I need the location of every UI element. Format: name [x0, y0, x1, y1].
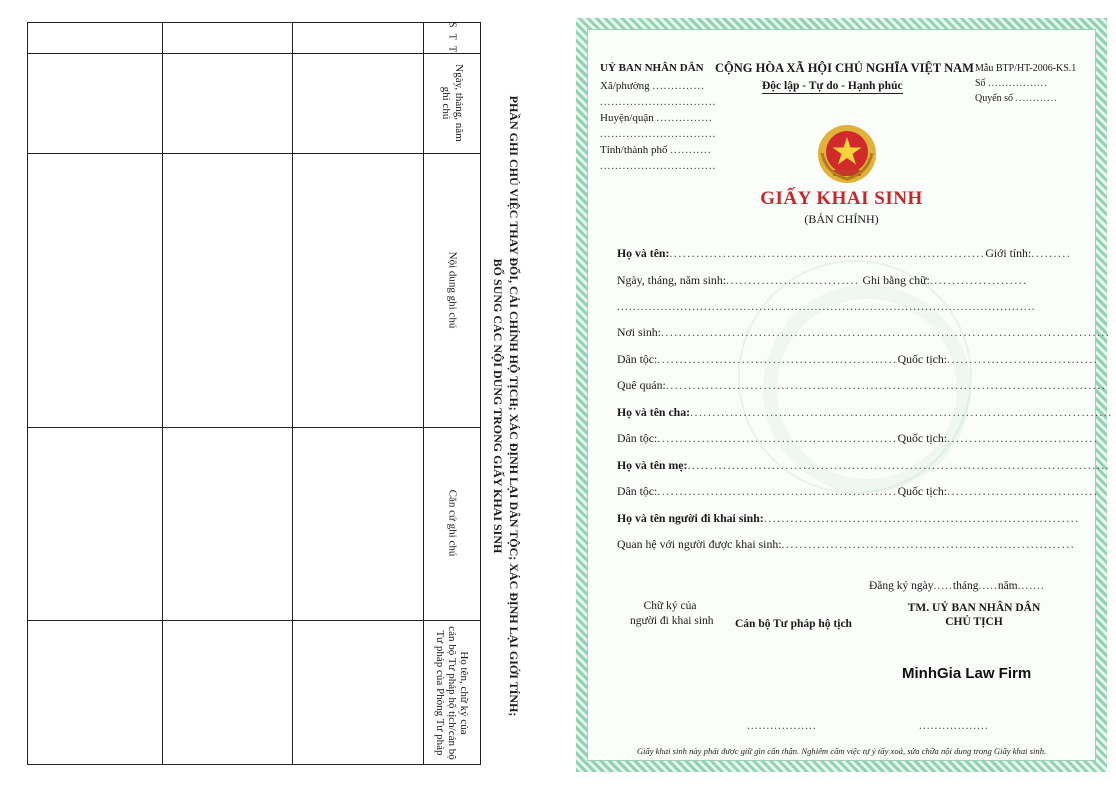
column-header-content: Nội dung ghi chú: [446, 251, 459, 329]
column-header-date: Ngày, tháng, năm ghi chú: [440, 64, 465, 142]
committee-signature-label: [894, 602, 1054, 628]
national-emblem-icon: [816, 123, 878, 185]
table-row-divider: [28, 153, 480, 154]
table-column-divider: [423, 23, 424, 764]
nation-name: CỘNG HÒA XÃ HỘI CHỦ NGHĨA VIỆT NAM: [715, 61, 974, 75]
district-label: Huyện/quận: [600, 112, 654, 124]
dotted-line: ..........................................................................................................: [617, 299, 1036, 313]
form-code: Mẫu BTP/HT-2006-KS.1: [975, 63, 1077, 74]
notes-title-line: PHẦN GHI CHÚ VIỆC THAY ĐỔI, CẢI CHÍNH HỘ TỊCH; XÁC ĐỊNH LẠI DÂN TỘC; XÁC ĐỊNH LẠI GIỚI TÍNH;: [507, 95, 521, 717]
dob-label: Ngày, tháng, năm sinh:: [617, 273, 726, 287]
dob-words-label: Ghi bằng chữ:: [862, 273, 930, 287]
notes-title-line: BỔ SUNG CÁC NỘI DUNG TRONG GIẤY KHAI SINH: [491, 258, 505, 554]
nationality-label: Quốc tịch:: [897, 484, 948, 498]
mother-name-label: Họ và tên mẹ:: [617, 458, 688, 472]
issuing-org: UỶ BAN NHÂN DÂN: [600, 62, 704, 74]
declarant-signature-line: Chữ ký của: [643, 600, 697, 612]
ward-field: Xã/phường ..............: [600, 80, 705, 92]
hometown-label: Quê quán:: [617, 378, 666, 392]
full-name-label: Họ và tên:: [617, 246, 670, 260]
province-label: Tỉnh/thành phố: [600, 144, 668, 156]
certificate-title: GIẤY KHAI SINH: [760, 188, 923, 209]
table-column-divider: [162, 23, 163, 764]
dob-row: Ngày, tháng, năm sinh:.............................. Ghi bằng chữ:......................: [617, 273, 1028, 287]
registration-year: năm: [997, 580, 1018, 592]
gender-label: Giới tính:: [985, 246, 1032, 260]
relation-label: Quan hệ với người được khai sinh:: [617, 537, 782, 551]
committee-signature-dots: ..................: [919, 720, 989, 732]
declarant-label: Họ và tên người đi khai sinh:: [617, 511, 764, 525]
ethnicity-row: Dân tộc:......................................................Quốc tịch:..................................: [617, 352, 1099, 366]
district-field: Huyện/quận ...............: [600, 112, 713, 124]
officer-signature-label: Cán bộ Tư pháp hộ tịch: [735, 618, 852, 630]
table-row-divider: [28, 53, 480, 54]
committee-signature-line: TM. UỶ BAN NHÂN DÂN: [907, 602, 1041, 614]
birthplace-label: Nơi sinh:: [617, 325, 661, 339]
ethnicity-label: Dân tộc:: [617, 484, 658, 498]
footer-note: Giấy khai sinh này phải được giữ gìn cẩn thận. Nghiêm cấm việc tự ý tẩy xoá, sửa chữa nội dung trong Giấy khai sinh.: [636, 746, 1047, 756]
province-field: Tỉnh/thành phố ...........: [600, 144, 712, 156]
ethnicity-label: Dân tộc:: [617, 431, 658, 445]
column-header-signature: [434, 626, 470, 759]
ward-label: Xã/phường: [600, 80, 650, 92]
column-header-stt: S T T: [446, 21, 458, 55]
number-label: Số: [975, 78, 986, 89]
signature-header-line: Tư pháp của Phòng Tư pháp: [434, 630, 446, 756]
book-label: Quyển số: [975, 93, 1014, 104]
ethnicity-label: Dân tộc:: [617, 352, 658, 366]
committee-signature-line: CHỦ TỊCH: [945, 616, 1003, 628]
registration-date: Đăng ký ngày.....tháng.....năm.......: [869, 580, 1045, 592]
number-field: Số .................: [975, 78, 1048, 89]
national-motto: Độc lập - Tự do - Hạnh phúc: [762, 80, 903, 92]
dotted-line: ...............................: [600, 160, 717, 172]
father-ethnicity-row: Dân tộc:......................................................Quốc tịch:..................................: [617, 431, 1099, 445]
nationality-label: Quốc tịch:: [897, 431, 948, 445]
registration-month: tháng: [952, 580, 979, 592]
dotted-line: ...............................: [600, 128, 717, 140]
mother-name-row: Họ và tên mẹ:...............................................................................................: [617, 458, 1111, 472]
signature-header-line: cán bộ Tư pháp hộ tịch/cán bộ: [446, 626, 458, 760]
declarant-row: Họ và tên người đi khai sinh:.......................................................................: [617, 511, 1080, 525]
signature-header-line: Họ tên, chữ ký của: [458, 651, 470, 735]
law-firm-watermark: MinhGia Law Firm: [902, 665, 1032, 682]
table-row-divider: [28, 427, 480, 428]
dotted-line: ...............................: [600, 96, 717, 108]
book-field: Quyển số ............: [975, 93, 1058, 104]
relation-row: Quan hệ với người được khai sinh:..................................................................: [617, 537, 1076, 551]
father-name-row: Họ và tên cha:...............................................................................................: [617, 405, 1113, 419]
notes-section-title: [490, 96, 522, 717]
father-name-label: Họ và tên cha:: [617, 405, 691, 419]
table-column-divider: [292, 23, 293, 764]
certificate-inner-frame: [587, 29, 1113, 761]
nationality-label: Quốc tịch:: [897, 352, 948, 366]
birthplace-row: Nơi sinh:.....................................................................................................: [617, 325, 1111, 339]
table-row-divider: [28, 620, 480, 621]
declarant-signature-label: [630, 600, 714, 627]
mother-ethnicity-row: Dân tộc:......................................................Quốc tịch:..................................: [617, 484, 1099, 498]
birth-certificate: [576, 18, 1113, 772]
declarant-signature-line: người đi khai sinh: [630, 615, 714, 627]
officer-signature-dots: ..................: [747, 720, 817, 732]
notes-table: [27, 22, 481, 765]
column-header-basis: Căn cứ ghi chú: [446, 489, 459, 557]
hometown-row: Quê quán:...................................................................................................: [617, 378, 1107, 392]
registration-date-prefix: Đăng ký ngày: [869, 580, 934, 592]
full-name-row: Họ và tên:.......................................................................Giới tính:.........: [617, 246, 1072, 260]
certificate-subtitle: (BẢN CHÍNH): [804, 212, 879, 226]
